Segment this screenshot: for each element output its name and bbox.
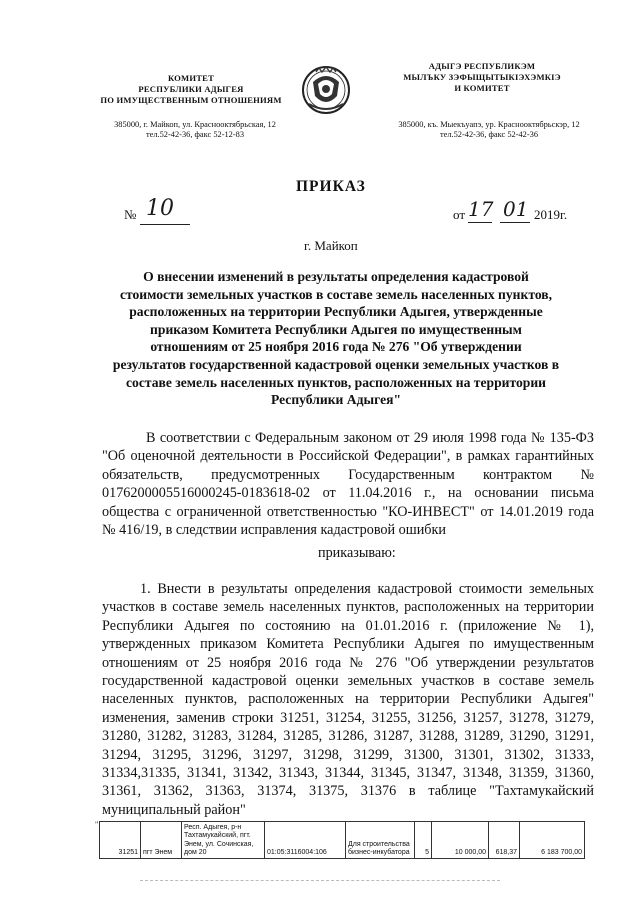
subject-line: приказом Комитета Республики Адыгея по имущественным	[150, 321, 522, 337]
order-word: приказываю:	[318, 545, 396, 561]
org-address-right	[369, 120, 609, 140]
org-address-left-line1: 385000, г. Майкоп, ул. Краснооктябрьская, 12	[114, 120, 276, 129]
document-title: ПРИКАЗ	[296, 178, 366, 195]
subject-line: О внесении изменений в результаты определения кадастровой	[143, 269, 529, 284]
table-cell-address: Респ. Адыгея, р-н Тахтамукайский, пгт. Энем, ул. Сочинская, дом 20	[182, 822, 265, 859]
preamble-paragraph: В соответствии с Федеральным законом от 29 июля 1998 года № 135-ФЗ "Об оценочной деятельности в Российской Федерации", в рамках гарантийных обязательств, предусмотренных Государственным контрактом № 0176200005516000245-0183618-02 от 11.04.2016 г., на основании письма общества с ограниченной ответственностью "КО-ИНВЕСТ" от 14.01.2019 года № 416/19, в следствии исправления кадастровой ошибки	[102, 430, 594, 539]
cadastral-table	[99, 821, 585, 859]
table-cell-land-use: Для строительства бизнес-инкубатора	[346, 822, 415, 859]
subject-line: Республики Адыгея"	[270, 392, 402, 408]
table-quote-mark: "	[95, 820, 99, 829]
table-cell-row-number: 31251	[100, 822, 141, 859]
order-subject	[66, 268, 606, 409]
coat-of-arms-emblem	[301, 62, 351, 118]
org-address-right-line2: тел.52-42-36, факс 52-42-36	[439, 130, 539, 139]
org-name-left-line3: ПО ИМУЩЕСТВЕННЫМ ОТНОШЕНИЯМ	[100, 95, 282, 105]
subject-line: составе земель населенных пунктов, расположенных на территории	[126, 374, 546, 390]
scan-divider	[140, 880, 500, 881]
subject-line: результатов государственной кадастровой оценки земельных участков в	[112, 356, 560, 372]
org-address-right-line1: 385000, къ. Мыекъуапэ, ур. Краснооктябрьскэр, 12	[398, 120, 580, 129]
order-number-underline	[140, 224, 190, 225]
date-year: 2019г.	[534, 207, 568, 222]
org-name-left-line2: РЕСПУБЛИКИ АДЫГЕЯ	[138, 84, 244, 94]
subject-line: стоимости земельных участков в составе земель населенных пунктов,	[119, 286, 553, 302]
date-month: 01	[503, 197, 529, 221]
org-name-left	[80, 73, 302, 106]
coat-of-arms-icon	[301, 62, 351, 118]
subject-line: отношениям от 25 ноября 2016 года № 276 "Об утверждении	[150, 339, 522, 355]
date-month-underline	[500, 222, 530, 223]
org-name-left-line1: КОМИТЕТ	[167, 73, 215, 83]
table-row	[100, 822, 585, 859]
table-cell-specific-value: 618,37	[489, 822, 520, 859]
city: г. Майкоп	[304, 238, 358, 253]
order-number-prefix: №	[124, 207, 137, 222]
date-day-underline	[468, 222, 492, 223]
subject-line: расположенных на территории Республики Адыгея, утвержденные	[129, 304, 543, 320]
cadastral-table-grid	[99, 821, 585, 859]
org-address-left	[84, 120, 306, 140]
date-prefix: от	[453, 207, 466, 222]
org-address-left-line2: тел.52-42-36, факс 52-12-83	[145, 130, 245, 139]
item-1-paragraph: 1. Внести в результаты определения кадастровой стоимости земельных участков в составе земель населенных пунктов, расположенных на территории Республики Адыгея по состоянию на 01.01.2016 г. (приложение № 1), утвержденных приказом Комитета Республики Адыгея по имущественным отношениям от 25 ноября 2016 года № 276 "Об утверждении результатов государственной кадастровой оценки земельных участков в составе земель населенных пунктов, расположенных на территории Республики Адыгея" изменения, заменив строки 31251, 31254, 31255, 31256, 31257, 31278, 31279, 31280, 31282, 31283, 31284, 31285, 31286, 31287, 31288, 31289, 31290, 31291, 31294, 31295, 31296, 31297, 31298, 31299, 31300, 31301, 31302, 31333, 31334,31335, 31341, 31342, 31343, 31344, 31345, 31347, 31348, 31359, 31360, 31361, 31362, 31363, 31374, 31375, 31376 в таблице "Тахтамукайский муниципальный район"	[102, 581, 594, 818]
table-cell-group: 5	[415, 822, 432, 859]
table-cell-area: 10 000,00	[432, 822, 489, 859]
table-cell-cadastral-number: 01:05:3116004:106	[265, 822, 346, 859]
table-cell-cadastral-value: 6 183 700,00	[520, 822, 585, 859]
org-name-right-line3: И КОМИТЕТ	[454, 83, 510, 93]
table-cell-settlement: пгт Энем	[141, 822, 182, 859]
order-number-value: 10	[146, 196, 174, 221]
org-name-right-line1: АДЫГЭ РЕСПУБЛИКЭМ	[428, 61, 536, 71]
date-day: 17	[468, 197, 494, 221]
org-name-right-line2: МЫЛЪКУ ЗЭФЫЩЫТЫКIЭХЭМКIЭ	[403, 72, 561, 82]
org-name-right	[384, 61, 580, 94]
